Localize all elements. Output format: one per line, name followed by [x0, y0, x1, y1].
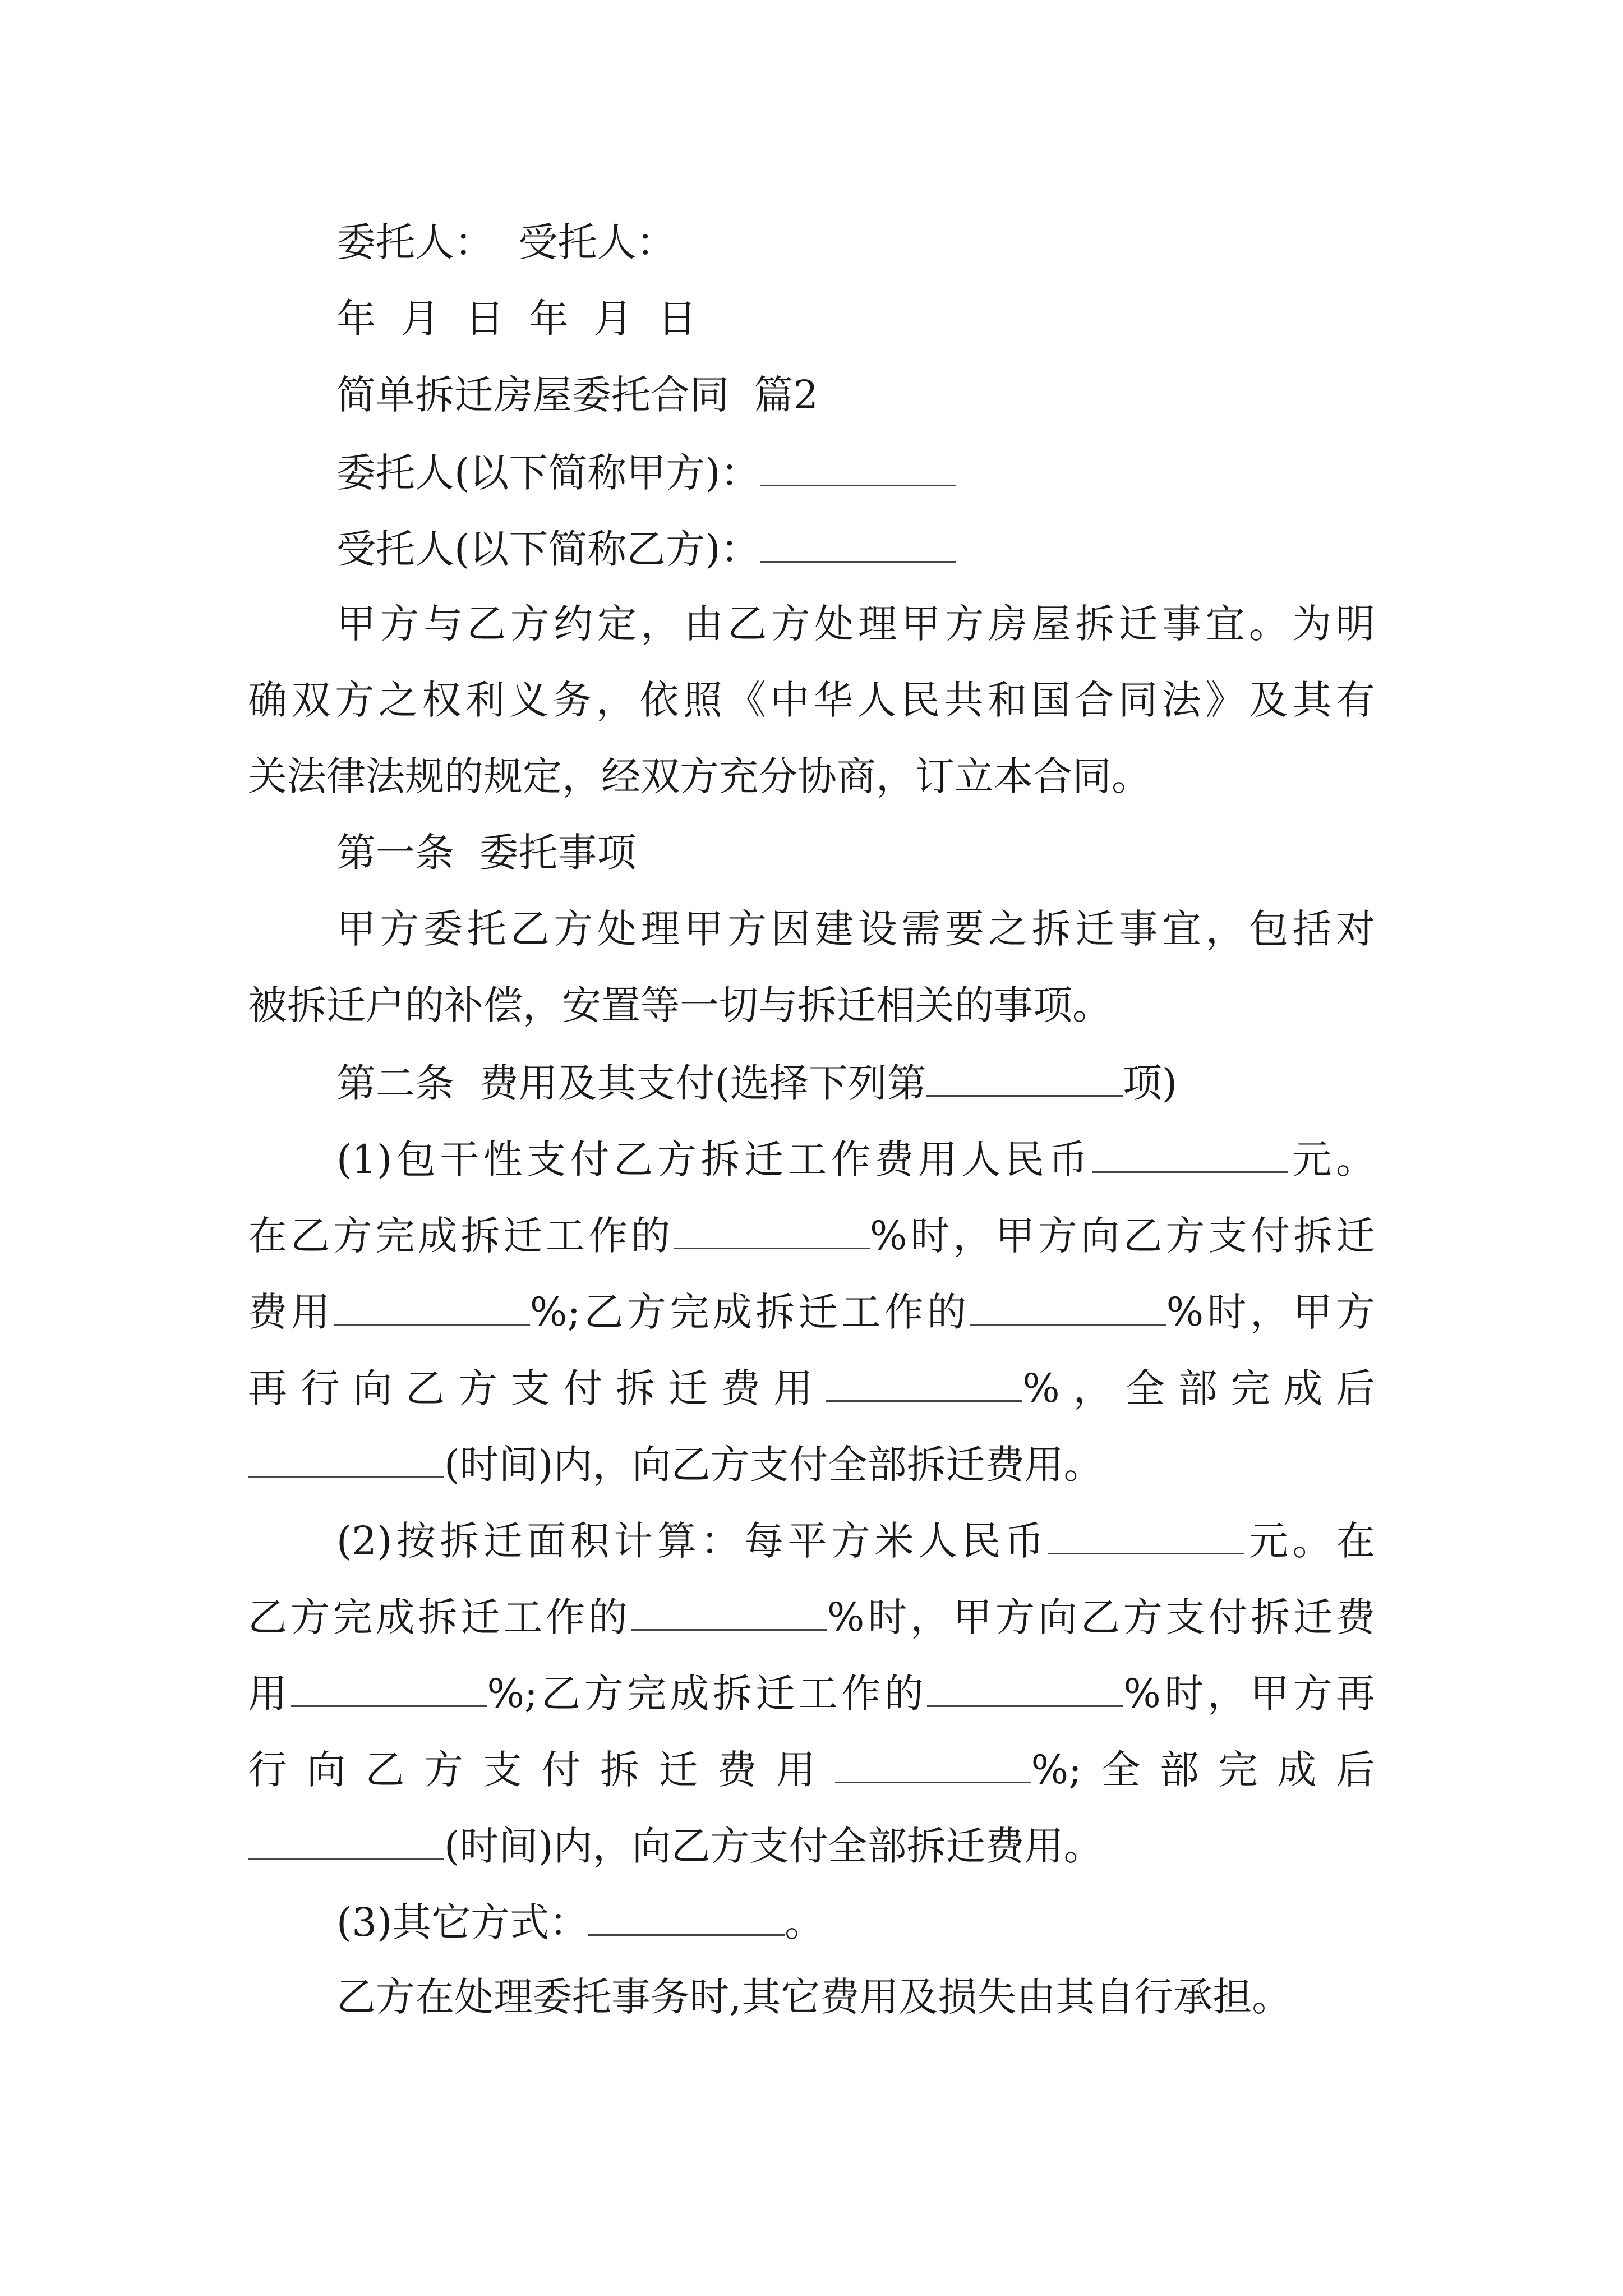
article-heading	[336, 1058, 1375, 1107]
text: 年 月 日 年 月 日	[336, 296, 697, 342]
blank-field	[926, 1058, 1123, 1097]
text: %;乙方完成拆迁工作的	[529, 1289, 970, 1335]
paragraph-line	[248, 1745, 1375, 1793]
text: 元。	[1288, 1137, 1375, 1182]
party-a-line	[336, 448, 1375, 496]
text: 受托人(以下简称乙方)：	[336, 526, 760, 572]
section-title	[336, 371, 1375, 418]
blank-field	[674, 1211, 870, 1249]
blank-field	[970, 1287, 1166, 1326]
paragraph-line	[248, 1363, 1375, 1412]
paragraph-line	[248, 982, 1375, 1029]
blank-field	[760, 524, 956, 563]
text: 乙方完成拆迁工作的	[248, 1594, 631, 1640]
signature-labels	[336, 219, 1375, 266]
text: 关法律法规的规定，经双方充分协商，订立本合同。	[248, 753, 1151, 799]
paragraph-line	[248, 1592, 1375, 1641]
text: 费用	[248, 1289, 334, 1335]
blank-field	[631, 1592, 827, 1631]
text: (时间)内，向乙方支付全部拆迁费用。	[444, 1442, 1103, 1488]
paragraph-line	[336, 1516, 1375, 1565]
text: %时，甲方再	[1123, 1671, 1375, 1717]
text: (1)包干性支付乙方拆迁工作费用人民币	[336, 1137, 1092, 1182]
text: 在乙方完成拆迁工作的	[248, 1213, 674, 1259]
text: 用	[248, 1671, 291, 1717]
text: %时，甲方向乙方支付拆迁	[869, 1213, 1375, 1259]
date-line	[336, 295, 1375, 342]
article-heading	[336, 829, 1375, 876]
blank-field	[835, 1745, 1031, 1783]
text: 委托人(以下简称甲方)：	[336, 450, 760, 496]
paragraph-line	[248, 1287, 1375, 1336]
paragraph-line	[248, 1668, 1375, 1717]
paragraph-line	[336, 1134, 1375, 1183]
text: %时，甲方向乙方支付拆迁费	[827, 1594, 1375, 1640]
text: 元。在	[1244, 1518, 1375, 1564]
text: (时间)内，向乙方支付全部拆迁费用。	[444, 1823, 1103, 1869]
text: 第一条 委托事项	[336, 830, 637, 876]
blank-field	[334, 1287, 530, 1326]
paragraph-line	[248, 677, 1375, 724]
blank-field	[291, 1668, 487, 1707]
blank-field	[588, 1897, 785, 1936]
text: %，全部完成后	[1022, 1365, 1375, 1411]
paragraph-line	[336, 905, 1375, 953]
text: 项)	[1122, 1060, 1178, 1106]
text: 第二条 费用及其支付(选择下列第	[336, 1060, 926, 1106]
paragraph-line	[336, 1897, 1375, 1946]
text: 行向乙方支付拆迁费用	[248, 1747, 835, 1793]
text: 甲方与乙方约定，由乙方处理甲方房屋拆迁事宜。为明	[336, 601, 1375, 647]
text: 乙方在处理委托事务时,其它费用及损失由其自行承担。	[336, 1974, 1292, 2020]
blank-field	[248, 1821, 444, 1860]
paragraph-line	[336, 1973, 1375, 2021]
text: (2)按拆迁面积计算：每平方米人民币	[336, 1518, 1049, 1564]
text: 确双方之权利义务，依照《中华人民共和国合同法》及其有	[248, 677, 1375, 723]
blank-field	[1048, 1516, 1244, 1554]
text: %;全部完成后	[1031, 1747, 1375, 1793]
paragraph-line	[248, 1821, 1375, 1870]
text: 被拆迁户的补偿，安置等一切与拆迁相关的事项。	[248, 982, 1112, 1028]
text: %;乙方完成拆迁工作的	[487, 1671, 928, 1717]
text: 甲方委托乙方处理甲方因建设需要之拆迁事宜，包括对	[336, 906, 1375, 952]
blank-field	[1092, 1134, 1288, 1173]
text: (3)其它方式：	[336, 1899, 589, 1945]
paragraph-line	[336, 600, 1375, 647]
party-b-line	[336, 524, 1375, 573]
blank-field	[760, 448, 956, 486]
text: 再行向乙方支付拆迁费用	[248, 1365, 827, 1411]
text: %时，甲方	[1166, 1289, 1375, 1335]
paragraph-line	[248, 753, 1375, 800]
text: 委托人： 受托人：	[336, 219, 676, 265]
blank-field	[248, 1439, 444, 1478]
text: 。	[785, 1899, 824, 1945]
blank-field	[826, 1363, 1022, 1402]
blank-field	[927, 1668, 1123, 1707]
paragraph-line	[248, 1211, 1375, 1259]
text: 简单拆迁房屋委托合同 篇2	[336, 372, 819, 418]
paragraph-line	[248, 1439, 1375, 1488]
